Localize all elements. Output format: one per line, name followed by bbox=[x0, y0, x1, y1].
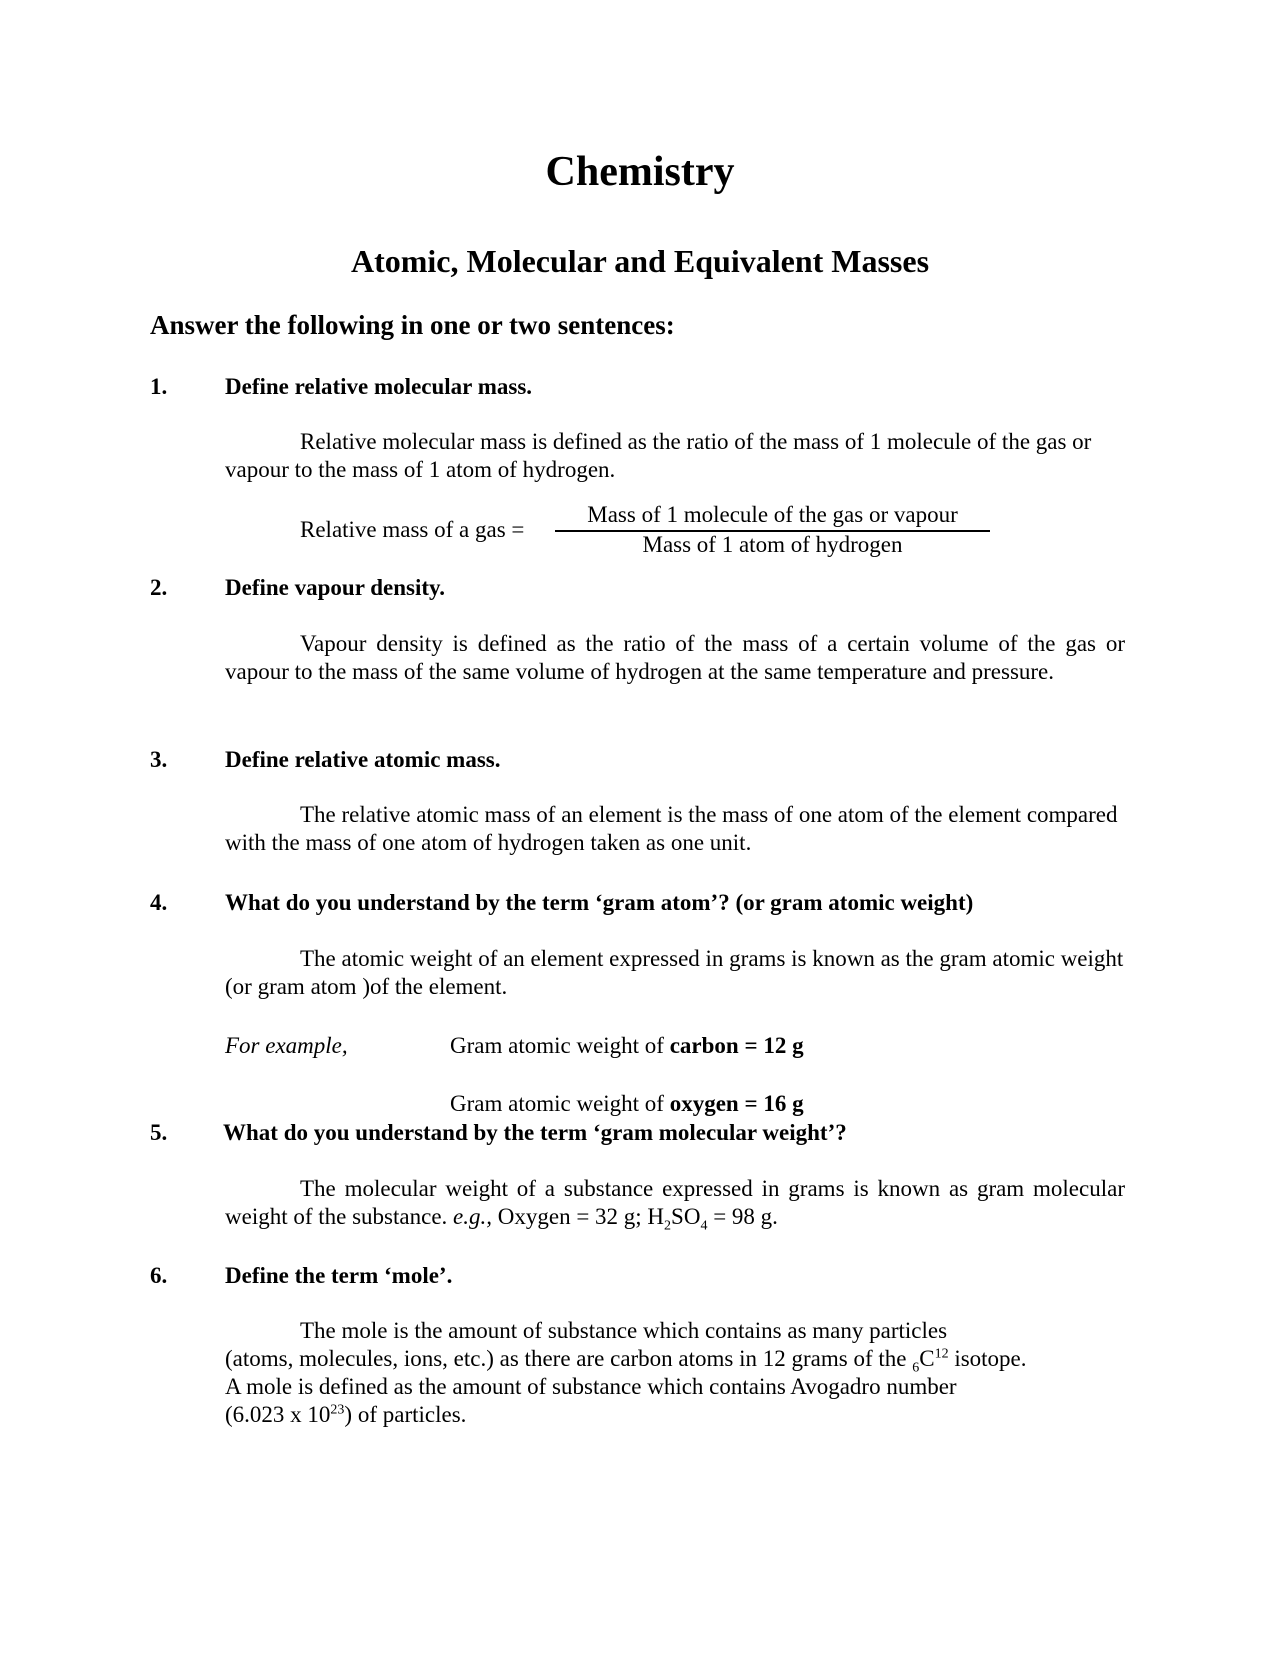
answer-5: The molecular weight of a substance expressed in grams is known as gram molecular weight of the substance. e.g., Oxygen = 32 g; $H_2SO_4 = 98$ g. bbox=[225, 1176, 1125, 1234]
question-6: Define the term ‘mole’. bbox=[225, 1263, 453, 1288]
question-number-2: 2. bbox=[150, 575, 168, 600]
question-5: What do you understand by the term ‘gram molecular weight’? bbox=[223, 1120, 847, 1145]
example-label: For example, bbox=[225, 1033, 348, 1058]
question-number-5: 5. bbox=[150, 1120, 168, 1145]
question-number-1: 1. bbox=[150, 374, 168, 399]
answer-2: Vapour density is defined as the ratio of the mass of a certain volume of the gas or vapour to the mass of the same volume of hydrogen at the same temperature and pressure. bbox=[225, 631, 1125, 684]
answer-6-line-1: The mole is the amount of substance which contains as many particles bbox=[300, 1318, 948, 1343]
question-4: What do you understand by the term ‘gram atom’? (or gram atomic weight) bbox=[225, 890, 974, 915]
question-number-6: 6. bbox=[150, 1263, 168, 1288]
question-3: Define relative atomic mass. bbox=[225, 747, 501, 772]
answer-3: The relative atomic mass of an element is the mass of one atom of the element compared with the mass of one atom of hydrogen taken as one unit. bbox=[225, 802, 1118, 855]
formula-numerator: Mass of 1 molecule of the gas or vapour bbox=[587, 502, 958, 527]
formula-denominator: Mass of 1 atom of hydrogen bbox=[642, 532, 903, 557]
page-subtitle: Atomic, Molecular and Equivalent Masses bbox=[350, 243, 930, 279]
answer-6-line-2: (atoms, molecules, ions, etc.) as there are carbon atoms in 12 grams of the $_6C^{12}$ isotope. bbox=[225, 1346, 1027, 1376]
question-1: Define relative molecular mass. bbox=[225, 374, 533, 399]
example-oxygen: Gram atomic weight of oxygen = 16 g bbox=[450, 1091, 804, 1116]
page-title: Chemistry bbox=[545, 149, 735, 195]
instruction-heading: Answer the following in one or two sentences: bbox=[150, 310, 675, 340]
answer-1: Relative molecular mass is defined as the ratio of the mass of 1 molecule of the gas or vapour to the mass of 1 atom of hydrogen. bbox=[225, 429, 1092, 482]
answer-6-line-3: A mole is defined as the amount of substance which contains Avogadro number bbox=[225, 1374, 957, 1399]
question-2: Define vapour density. bbox=[225, 575, 446, 600]
question-number-4: 4. bbox=[150, 890, 168, 915]
answer-6-line-4: (6.023 x $10^{23}$) of particles. bbox=[225, 1402, 467, 1427]
question-number-3: 3. bbox=[150, 747, 168, 772]
formula-label: Relative mass of a gas = bbox=[300, 517, 525, 542]
example-carbon: Gram atomic weight of carbon = 12 g bbox=[450, 1033, 804, 1058]
answer-4: The atomic weight of an element expressed in grams is known as the gram atomic weight (or gram atom )of the element. bbox=[225, 946, 1124, 999]
